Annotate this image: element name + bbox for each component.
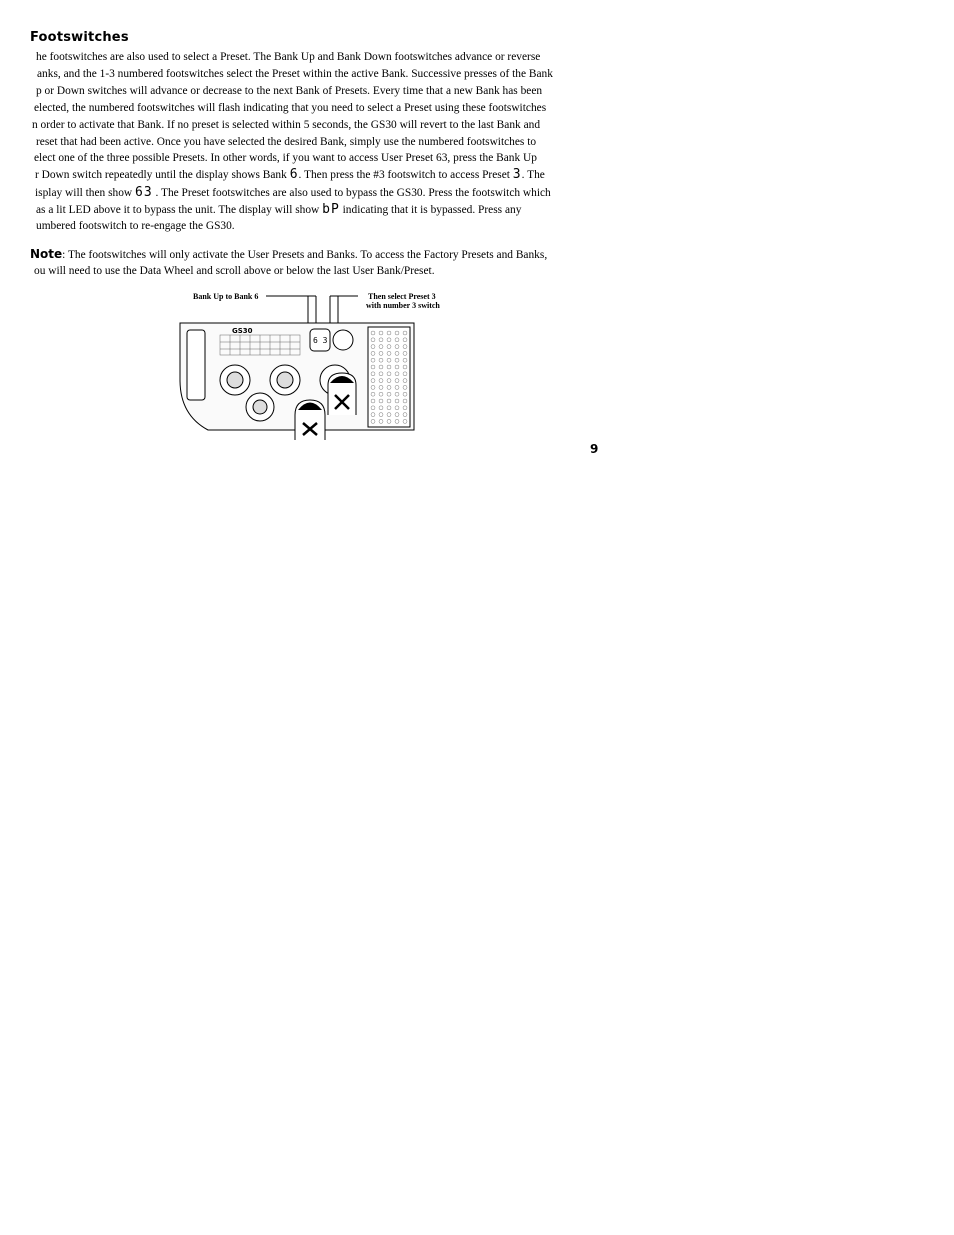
note-text-1: : The footswitches will only activate the User Presets and Banks. To access the Factory Presets and Banks, <box>62 249 548 261</box>
paragraph-line-4: elected, the numbered footswitches will flash indicating that you need to select a Preset using these footswitches <box>34 102 547 114</box>
display-readout-bypass: bP <box>322 202 340 217</box>
paragraph-line-3: p or Down switches will advance or decrease to the next Bank of Presets. Every time that a new Bank has been <box>36 85 543 97</box>
paragraph-line-2: anks, and the 1-3 numbered footswitches select the Preset within the active Bank. Successive presses of the Bank <box>37 68 553 80</box>
paragraph-line-8 <box>35 168 545 182</box>
paragraph-line-9-end: . The Preset footswitches are also used to bypass the GS30. Press the footswitch which <box>155 187 551 199</box>
paragraph-line-8-mid: . Then press the #3 footswitch to access Preset <box>298 169 510 181</box>
expression-pedal <box>187 330 205 400</box>
device-logo: GS30 <box>232 327 253 335</box>
page-number: 9 <box>590 442 599 456</box>
paragraph-line-9-start: isplay will then show <box>35 187 133 199</box>
note-line-1 <box>30 247 547 262</box>
footswitch-2-cap <box>253 400 267 414</box>
display-readout-preset: 3 <box>512 167 522 182</box>
paragraph-line-1: he footswitches are also used to select a Preset. The Bank Up and Bank Down footswitches advance or reverse <box>36 51 541 63</box>
callout-preset-line-1: Then select Preset 3 <box>368 292 436 301</box>
footswitch-1-cap <box>277 372 293 388</box>
paragraph-line-5: n order to activate that Bank. If no preset is selected within 5 seconds, the GS30 will revert to the last Bank and <box>32 119 541 131</box>
paragraph-line-8-end: . The <box>521 169 545 181</box>
section-heading: Footswitches <box>30 30 129 45</box>
foot-pressing-bank-up <box>295 400 325 440</box>
callout-bank-up: Bank Up to Bank 6 <box>193 292 259 301</box>
note-label: Note <box>30 247 63 261</box>
paragraph-line-9 <box>35 186 551 200</box>
paragraph-line-7: elect one of the three possible Presets. In other words, if you want to access User Preset 63, press the Bank Up <box>34 152 537 164</box>
note-line-2: ou will need to use the Data Wheel and scroll above or below the last User Bank/Preset. <box>34 265 435 277</box>
data-wheel <box>333 330 353 350</box>
paragraph-line-10 <box>36 203 521 217</box>
display-readout-63: 63 <box>135 185 153 200</box>
paragraph-line-10-end: indicating that it is bypassed. Press any <box>342 204 522 216</box>
paragraph-line-8-start: r Down switch repeatedly until the display shows Bank <box>35 169 287 181</box>
display-value: 6 3 <box>313 336 328 345</box>
footswitch-bank-down-cap <box>227 372 243 388</box>
gs30-device-illustration <box>170 285 430 445</box>
foot-pressing-switch-3 <box>328 373 356 415</box>
display-readout-bank: 6 <box>289 167 299 182</box>
paragraph-line-11: umbered footswitch to re-engage the GS30. <box>36 220 235 232</box>
paragraph-line-10-start: as a lit LED above it to bypass the unit. The display will show <box>36 204 320 216</box>
paragraph-line-6: reset that had been active. Once you have selected the desired Bank, simply use the numbered footswitches to <box>36 136 537 148</box>
callout-preset-line-2: with number 3 switch <box>366 301 440 310</box>
